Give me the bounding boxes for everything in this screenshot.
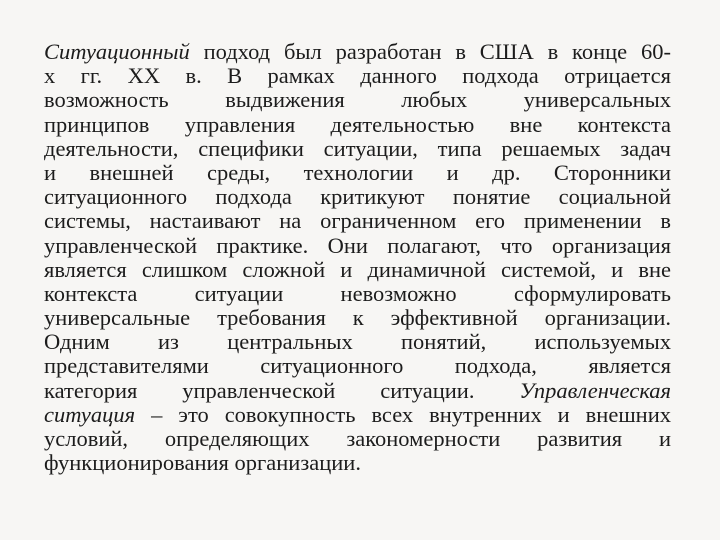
- line-text: принципов управления деятельностью вне контекста: [44, 111, 671, 137]
- italic-term: Управленческая: [519, 377, 671, 403]
- line-text: ситуационного подхода критикуют понятие социальной: [44, 184, 671, 210]
- line-text: универсальные требования к эффективной организации.: [44, 305, 671, 331]
- text-line: [44, 161, 671, 185]
- text-line: [44, 354, 671, 378]
- text-line: [44, 113, 671, 137]
- body-paragraph: [44, 40, 671, 475]
- text-line: [44, 451, 671, 475]
- line-text: категория управленческой ситуации.: [44, 377, 520, 403]
- line-text: функционирования организации.: [44, 450, 361, 476]
- line-text: системы, настаивают на ограниченном его применении в: [44, 208, 671, 234]
- text-line: [44, 330, 671, 354]
- line-text: и внешней среды, технологии и др. Сторонники: [44, 159, 671, 185]
- text-line: [44, 40, 671, 64]
- text-line: [44, 64, 671, 88]
- text-line: [44, 379, 671, 403]
- line-text: деятельности, специфики ситуации, типа решаемых задач: [44, 135, 671, 161]
- text-line: [44, 282, 671, 306]
- line-text: возможность выдвижения любых универсальных: [44, 87, 671, 113]
- text-line: [44, 427, 671, 451]
- line-text: представителями ситуационного подхода, является: [44, 353, 671, 379]
- italic-term: ситуация: [44, 401, 136, 427]
- text-line: [44, 258, 671, 282]
- text-line: [44, 234, 671, 258]
- text-line: [44, 137, 671, 161]
- line-text: Одним из центральных понятий, используемых: [44, 329, 671, 355]
- line-text: подход был разработан в США в конце 60-: [189, 39, 671, 64]
- line-text: управленческой практике. Они полагают, что организация: [44, 232, 671, 258]
- text-line: [44, 185, 671, 209]
- text-line: [44, 403, 671, 427]
- line-text: х гг. XX в. В рамках данного подхода отрицается: [44, 63, 671, 89]
- line-text: контекста ситуации невозможно сформулировать: [44, 280, 671, 306]
- line-text: – это совокупность всех внутренних и внешних: [135, 401, 671, 427]
- text-line: [44, 88, 671, 112]
- text-line: [44, 306, 671, 330]
- text-line: [44, 209, 671, 233]
- line-text: условий, определяющих закономерности развития и: [44, 426, 671, 451]
- italic-term: Ситуационный: [44, 39, 190, 64]
- line-text: является слишком сложной и динамичной системой, и вне: [44, 256, 671, 282]
